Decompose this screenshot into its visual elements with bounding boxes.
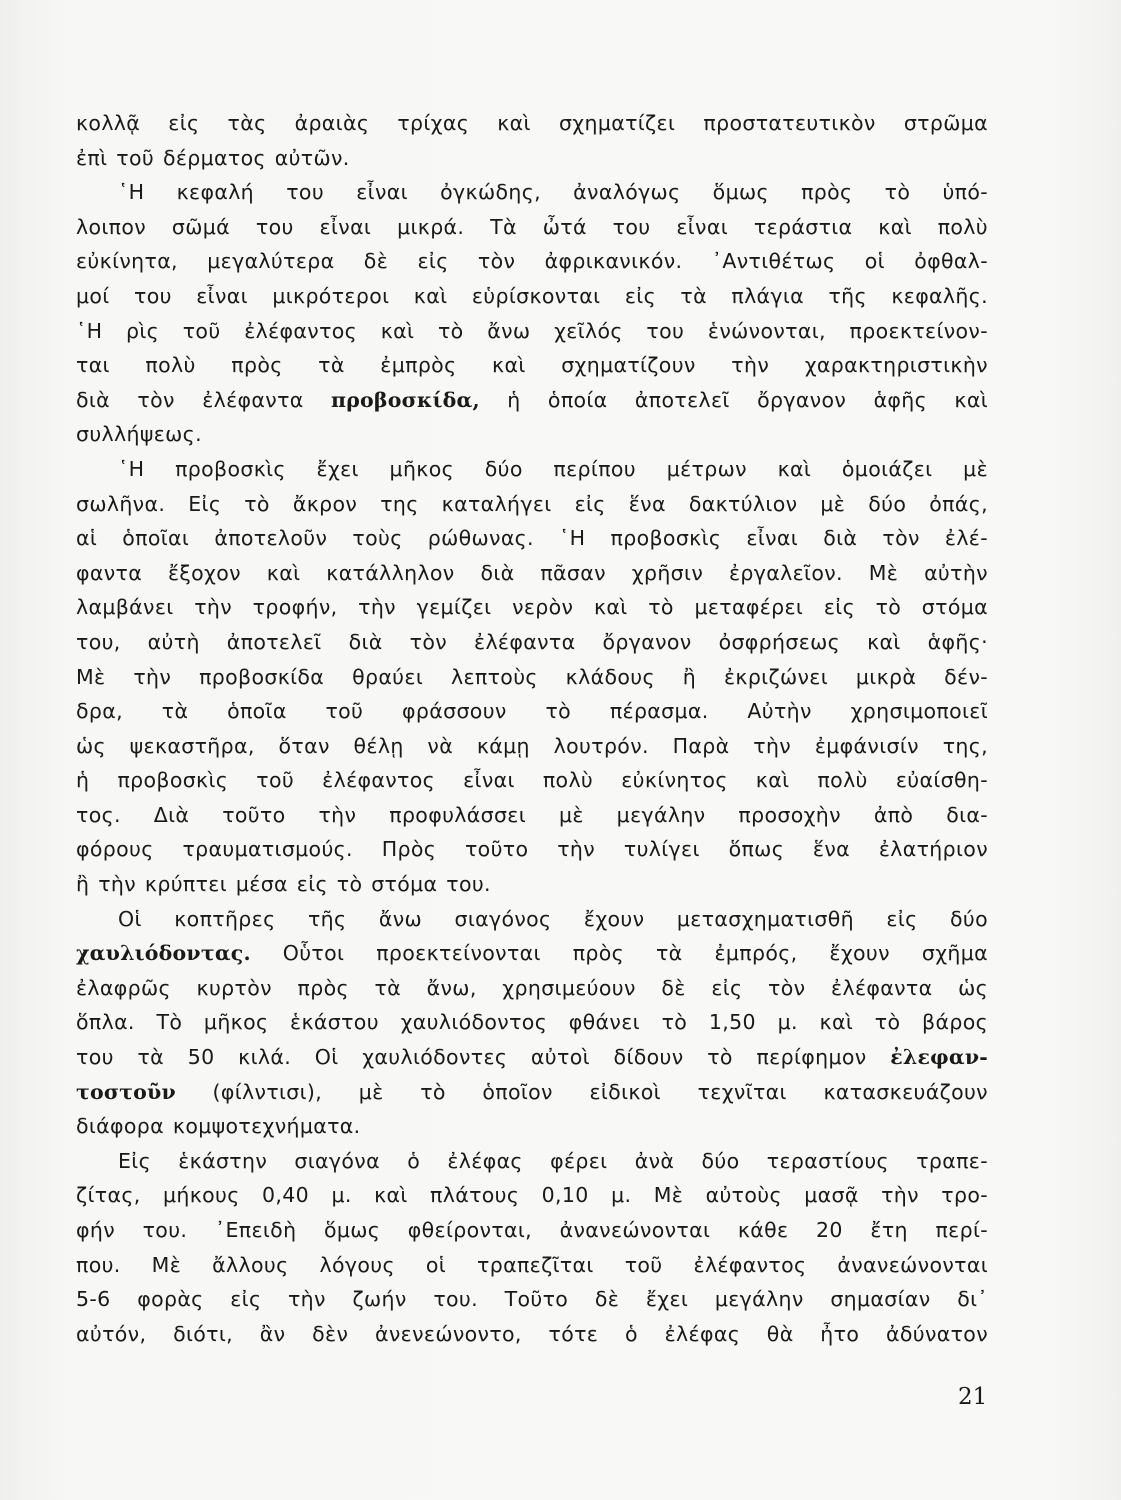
text-line: κολλᾷ εἰς τὰς ἀραιὰς τρίχας καὶ σχηματίζει προστατευτικὸν στρῶμα xyxy=(76,111,988,135)
text-line: ῾Η προβοσκὶς ἔχει μῆκος δύο περίπου μέτρων καὶ ὁμοιάζει μὲ xyxy=(118,456,988,481)
text-line: ῾Η κεφαλή του εἶναι ὀγκώδης, ἀναλόγως ὅμως πρὸς τὸ ὑπό- xyxy=(118,180,988,205)
text-line: λαμβάνει τὴν τροφήν, τὴν γεμίζει νερὸν καὶ τὸ μεταφέρει εἰς τὸ στόμα xyxy=(76,595,988,620)
text-line: ὅπλα. Τὸ μῆκος ἑκάστου χαυλιόδοντος φθάνει τὸ 1,50 μ. καὶ τὸ βάρος xyxy=(76,1010,988,1035)
term-ivory-part2: τοστοῦν xyxy=(76,1079,176,1104)
text-line: ἐπὶ τοῦ δέρματος αὐτῶν. xyxy=(76,145,350,170)
text-line: ῾Η ρὶς τοῦ ἐλέφαντος καὶ τὸ ἄνω χεῖλός του ἑνώνονται, προεκτείνον- xyxy=(76,318,988,343)
text-line: αἱ ὁποῖαι ἀποτελοῦν τοὺς ρώθωνας. ῾Η προβοσκὶς εἶναι διὰ τὸν ἐλέ- xyxy=(76,526,988,551)
text-line: σωλῆνα. Εἰς τὸ ἄκρον της καταλήγει εἰς ἕνα δακτύλιον μὲ δύο ὀπάς, xyxy=(76,491,988,516)
text-line: Εἰς ἑκάστην σιαγόνα ὁ ἐλέφας φέρει ἀνὰ δύο τεραστίους τραπε- xyxy=(118,1148,988,1173)
text-line: διὰ τὸν ἐλέφαντα προβοσκίδα, ἡ ὁποία ἀποτελεῖ ὄργανον ἁφῆς καὶ xyxy=(76,387,988,412)
text-line: 5-6 φορὰς εἰς τὴν ζωήν του. Τοῦτο δὲ ἔχει μεγάλην σημασίαν δι᾽ xyxy=(76,1287,988,1312)
text-line: τος. Διὰ τοῦτο τὴν προφυλάσσει μὲ μεγάλην προσοχὴν ἀπὸ δια- xyxy=(76,802,988,827)
text-line: Οἱ κοπτῆρες τῆς ἄνω σιαγόνος ἔχουν μετασχηματισθῆ εἰς δύο xyxy=(118,906,988,931)
text-line: ὡς ψεκαστῆρα, ὅταν θέλῃ νὰ κάμῃ λουτρόν. Παρὰ τὴν ἐμφάνισίν της, xyxy=(76,733,988,758)
text-line: συλλήψεως. xyxy=(76,422,202,447)
text-line: ζίτας, μήκους 0,40 μ. καὶ πλάτους 0,10 μ. Μὲ αὐτοὺς μασᾷ τὴν τρο- xyxy=(76,1183,988,1208)
text-line: ται πολὺ πρὸς τὰ ἐμπρὸς καὶ σχηματίζουν τὴν χαρακτηριστικὴν xyxy=(76,353,988,378)
text-line: ἡ προβοσκὶς τοῦ ἐλέφαντος εἶναι πολὺ εὐκίνητος καὶ πολὺ εὐαίσθη- xyxy=(76,768,988,793)
text-line: χαυλιόδοντας. Οὗτοι προεκτείνονται πρὸς τὰ ἐμπρός, ἔχουν σχῆμα xyxy=(76,941,988,966)
body-text xyxy=(76,106,988,1351)
text-line: μοί του εἶναι μικρότεροι καὶ εὑρίσκονται εἰς τὰ πλάγια τῆς κεφαλῆς. xyxy=(76,283,988,308)
text-line: τοστοῦν (φίλντισι), μὲ τὸ ὁποῖον εἰδικοὶ τεχνῖται κατασκευάζουν xyxy=(76,1079,988,1104)
page-number: 21 xyxy=(958,1384,988,1410)
term-proboscis: προβοσκίδα, xyxy=(331,387,480,412)
text-line: διάφορα κομψοτεχνήματα. xyxy=(76,1114,361,1139)
text-line: δρα, τὰ ὁποῖα τοῦ φράσσουν τὸ πέρασμα. Αὐτὴν χρησιμοποιεῖ xyxy=(76,699,988,724)
text-line: λοιπον σῶμά του εἶναι μικρά. Τὰ ὦτά του εἶναι τεράστια καὶ πολὺ xyxy=(76,214,988,239)
text-line: ἢ τὴν κρύπτει μέσα εἰς τὸ στόμα του. xyxy=(76,872,491,897)
text-line: Μὲ τὴν προβοσκίδα θραύει λεπτοὺς κλάδους ἢ ἐκριζώνει μικρὰ δέν- xyxy=(76,664,988,689)
text-line: ἐλαφρῶς κυρτὸν πρὸς τὰ ἄνω, χρησιμεύουν δὲ εἰς τὸν ἐλέφαντα ὡς xyxy=(76,975,988,1000)
term-ivory-part1: ἐλεφαν- xyxy=(890,1045,988,1070)
text-line: φήν του. ᾽Επειδὴ ὅμως φθείρονται, ἀνανεώνονται κάθε 20 ἔτη περί- xyxy=(76,1218,988,1242)
text-line: του, αὐτὴ ἀποτελεῖ διὰ τὸν ἐλέφαντα ὄργανον ὀσφρήσεως καὶ ἁφῆς· xyxy=(76,629,988,654)
term-tusks: χαυλιόδοντας. xyxy=(76,941,251,966)
text-line: που. Μὲ ἄλλους λόγους οἱ τραπεζῖται τοῦ ἐλέφαντος ἀνανεώνονται xyxy=(76,1252,988,1277)
text-line: εὐκίνητα, μεγαλύτερα δὲ εἰς τὸν ἀφρικανικόν. ᾽Αντιθέτως οἱ ὀφθαλ- xyxy=(76,249,988,274)
text-line: αὐτόν, διότι, ἂν δὲν ἀνενεώνοντο, τότε ὁ ἐλέφας θὰ ἦτο ἀδύνατον xyxy=(76,1321,988,1346)
text-line: φόρους τραυματισμούς. Πρὸς τοῦτο τὴν τυλίγει ὅπως ἕνα ἐλατήριον xyxy=(76,837,988,862)
text-line: του τὰ 50 κιλά. Οἱ χαυλιόδοντες αὐτοὶ δίδουν τὸ περίφημον ἐλεφαν- xyxy=(76,1045,988,1070)
text-line: φαντα ἔξοχον καὶ κατάλληλον διὰ πᾶσαν χρῆσιν ἐργαλεῖον. Μὲ αὐτὴν xyxy=(76,560,988,585)
